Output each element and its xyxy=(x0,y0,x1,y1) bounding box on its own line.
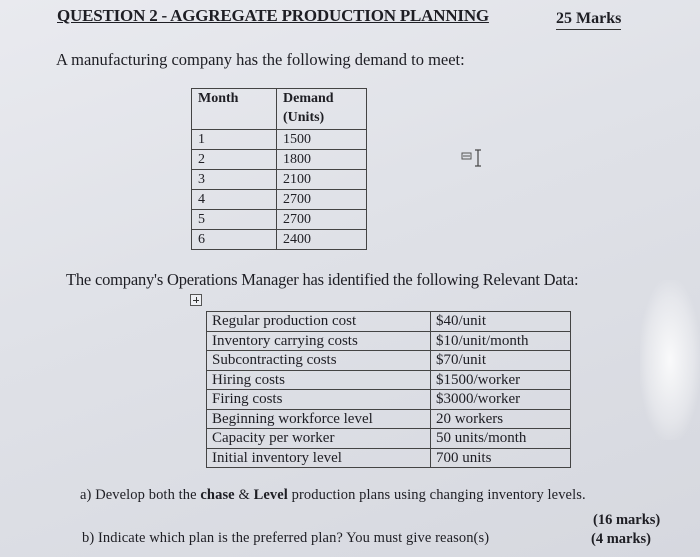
cost-value-cell: 700 units xyxy=(431,448,571,468)
question-a-suffix: production plans using changing inventory levels. xyxy=(287,487,586,503)
cost-label-cell: Beginning workforce level xyxy=(207,409,431,429)
cost-label-cell: Inventory carrying costs xyxy=(207,331,431,351)
demand-cell: 1800 xyxy=(277,150,367,170)
demand-cell: 2400 xyxy=(277,230,367,250)
table-row xyxy=(207,429,571,449)
month-cell: 5 xyxy=(192,210,277,230)
table-row xyxy=(192,210,367,230)
demand-header: Demand (Units) xyxy=(277,89,367,130)
cost-value-cell: $40/unit xyxy=(431,312,571,332)
relevant-data-heading: The company's Operations Manager has identified the following Relevant Data: xyxy=(66,270,579,289)
cost-value-cell: $10/unit/month xyxy=(431,331,571,351)
month-header: Month xyxy=(192,89,277,130)
month-cell: 3 xyxy=(192,170,277,190)
table-row xyxy=(192,170,367,190)
cost-value-cell: $70/unit xyxy=(431,351,571,371)
intro-text: A manufacturing company has the following demand to meet: xyxy=(56,50,465,69)
cost-label-cell: Initial inventory level xyxy=(207,448,431,468)
demand-cell: 2700 xyxy=(277,210,367,230)
table-row xyxy=(207,390,571,410)
demand-cell: 2700 xyxy=(277,190,367,210)
month-cell: 2 xyxy=(192,150,277,170)
question-title: QUESTION 2 - AGGREGATE PRODUCTION PLANNING xyxy=(57,6,489,25)
demand-cell: 2100 xyxy=(277,170,367,190)
table-row xyxy=(207,448,571,468)
table-row xyxy=(207,409,571,429)
table-row xyxy=(207,370,571,390)
cost-value-cell: 50 units/month xyxy=(431,429,571,449)
question-b: b) Indicate which plan is the preferred plan? You must give reason(s) xyxy=(82,530,490,546)
table-row xyxy=(207,312,571,332)
question-a-level: Level xyxy=(253,487,288,503)
table-row xyxy=(207,351,571,371)
cost-label-cell: Hiring costs xyxy=(207,370,431,390)
question-a-marks: (16 marks) xyxy=(593,512,661,528)
table-row xyxy=(192,190,367,210)
table-row xyxy=(192,230,367,250)
question-b-marks: (4 marks) xyxy=(591,531,652,547)
month-cell: 4 xyxy=(192,190,277,210)
table-row xyxy=(207,331,571,351)
month-cell: 1 xyxy=(192,130,277,150)
month-cell: 6 xyxy=(192,230,277,250)
cost-label-cell: Regular production cost xyxy=(207,312,431,332)
cost-value-cell: 20 workers xyxy=(431,409,571,429)
total-marks: 25 Marks xyxy=(556,10,621,30)
question-a-prefix: a) Develop both the xyxy=(80,487,201,503)
demand-cell: 1500 xyxy=(277,130,367,150)
photo-glare xyxy=(640,280,700,440)
demand-table xyxy=(191,88,367,250)
question-a-mid: & xyxy=(234,487,254,503)
table-row xyxy=(192,150,367,170)
question-a xyxy=(80,487,586,504)
cost-value-cell: $3000/worker xyxy=(431,390,571,410)
question-a-chase: chase xyxy=(200,487,235,503)
cost-label-cell: Capacity per worker xyxy=(207,429,431,449)
table-header-row xyxy=(192,89,367,130)
cost-label-cell: Subcontracting costs xyxy=(207,351,431,371)
table-row xyxy=(192,130,367,150)
table-move-handle-icon[interactable] xyxy=(190,294,202,306)
relevant-data-table xyxy=(206,311,571,468)
cost-label-cell: Firing costs xyxy=(207,390,431,410)
cost-value-cell: $1500/worker xyxy=(431,370,571,390)
text-cursor-icon xyxy=(461,148,487,168)
